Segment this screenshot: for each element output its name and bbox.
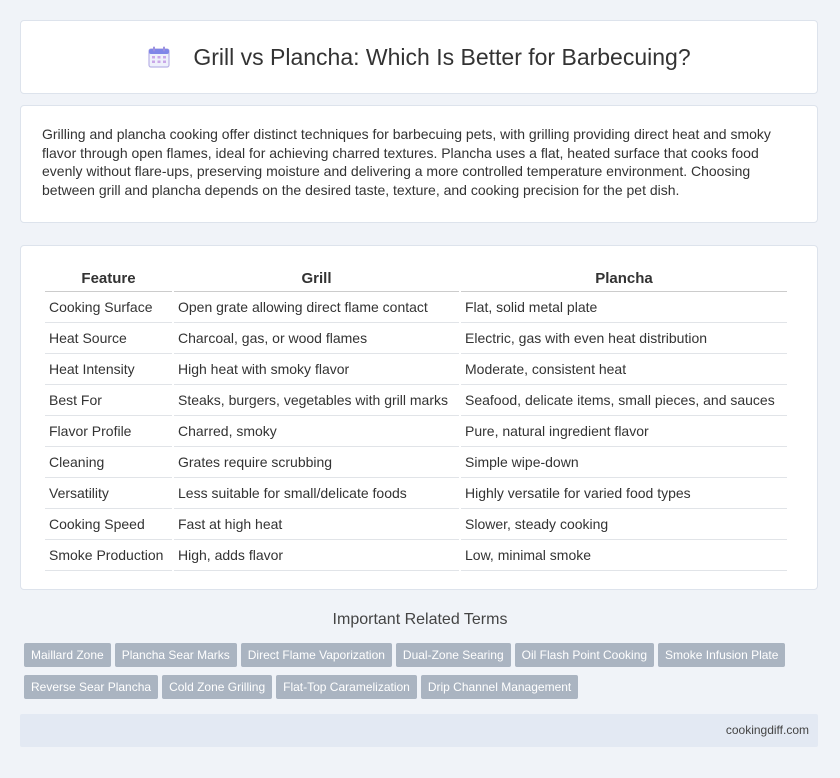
grill-cell: Open grate allowing direct flame contact	[174, 292, 459, 323]
plancha-cell: Simple wipe-down	[461, 447, 787, 478]
footer-site-link[interactable]: cookingdiff.com	[725, 723, 809, 737]
plancha-cell: Slower, steady cooking	[461, 509, 787, 540]
table-row	[45, 292, 787, 323]
related-terms-title: Important Related Terms	[332, 611, 508, 628]
feature-cell: Heat Source	[45, 323, 172, 354]
table-row	[45, 323, 787, 354]
intro-card	[20, 105, 818, 223]
header-feature: Feature	[45, 266, 172, 292]
related-tag[interactable]: Smoke Infusion Plate	[658, 643, 785, 667]
related-tag[interactable]: Flat-Top Caramelization	[276, 675, 417, 699]
related-tag[interactable]: Oil Flash Point Cooking	[515, 643, 654, 667]
related-tag[interactable]: Maillard Zone	[24, 643, 111, 667]
intro-text: Grilling and plancha cooking offer distinct techniques for barbecuing pets, with grilling providing direct heat and smoky flavor through open flames, ideal for achieving charred textures. Plancha uses a flat, heated surface that cooks food evenly without flare-ups, preserving moisture and delivering a more controlled temperature environment. Choosing between grill and plancha depends on the desired taste, texture, and cooking precision for the pet dish.	[42, 126, 771, 198]
related-tag[interactable]: Direct Flame Vaporization	[241, 643, 392, 667]
feature-cell: Smoke Production	[45, 540, 172, 571]
plancha-cell: Flat, solid metal plate	[461, 292, 787, 323]
footer	[20, 714, 818, 747]
grill-cell: Charcoal, gas, or wood flames	[174, 323, 459, 354]
plancha-cell: Highly versatile for varied food types	[461, 478, 787, 509]
table-row	[45, 416, 787, 447]
related-terms-tags	[24, 643, 824, 707]
comparison-table	[43, 266, 789, 571]
table-header-row	[45, 266, 787, 292]
comparison-card	[20, 245, 818, 590]
feature-cell: Best For	[45, 385, 172, 416]
plancha-cell: Pure, natural ingredient flavor	[461, 416, 787, 447]
feature-cell: Flavor Profile	[45, 416, 172, 447]
feature-cell: Cleaning	[45, 447, 172, 478]
grill-cell: Less suitable for small/delicate foods	[174, 478, 459, 509]
related-tag[interactable]: Reverse Sear Plancha	[24, 675, 158, 699]
plancha-cell: Electric, gas with even heat distribution	[461, 323, 787, 354]
table-row	[45, 540, 787, 571]
related-tag[interactable]: Cold Zone Grilling	[162, 675, 272, 699]
grill-cell: Grates require scrubbing	[174, 447, 459, 478]
plancha-cell: Seafood, delicate items, small pieces, and sauces	[461, 385, 787, 416]
plancha-cell: Moderate, consistent heat	[461, 354, 787, 385]
grill-cell: Steaks, burgers, vegetables with grill marks	[174, 385, 459, 416]
plancha-cell: Low, minimal smoke	[461, 540, 787, 571]
related-tag[interactable]: Drip Channel Management	[421, 675, 578, 699]
grill-cell: High, adds flavor	[174, 540, 459, 571]
grill-cell: High heat with smoky flavor	[174, 354, 459, 385]
header-grill: Grill	[174, 266, 459, 292]
table-row	[45, 354, 787, 385]
related-tag[interactable]: Plancha Sear Marks	[115, 643, 237, 667]
title-card	[20, 20, 818, 94]
table-row	[45, 385, 787, 416]
feature-cell: Cooking Surface	[45, 292, 172, 323]
calendar-icon	[147, 45, 171, 69]
table-row	[45, 509, 787, 540]
grill-cell: Charred, smoky	[174, 416, 459, 447]
page-title: Grill vs Plancha: Which Is Better for Barbecuing?	[193, 43, 691, 70]
table-row	[45, 478, 787, 509]
grill-cell: Fast at high heat	[174, 509, 459, 540]
feature-cell: Versatility	[45, 478, 172, 509]
related-tag[interactable]: Dual-Zone Searing	[396, 643, 511, 667]
feature-cell: Heat Intensity	[45, 354, 172, 385]
header-plancha: Plancha	[461, 266, 787, 292]
table-row	[45, 447, 787, 478]
feature-cell: Cooking Speed	[45, 509, 172, 540]
